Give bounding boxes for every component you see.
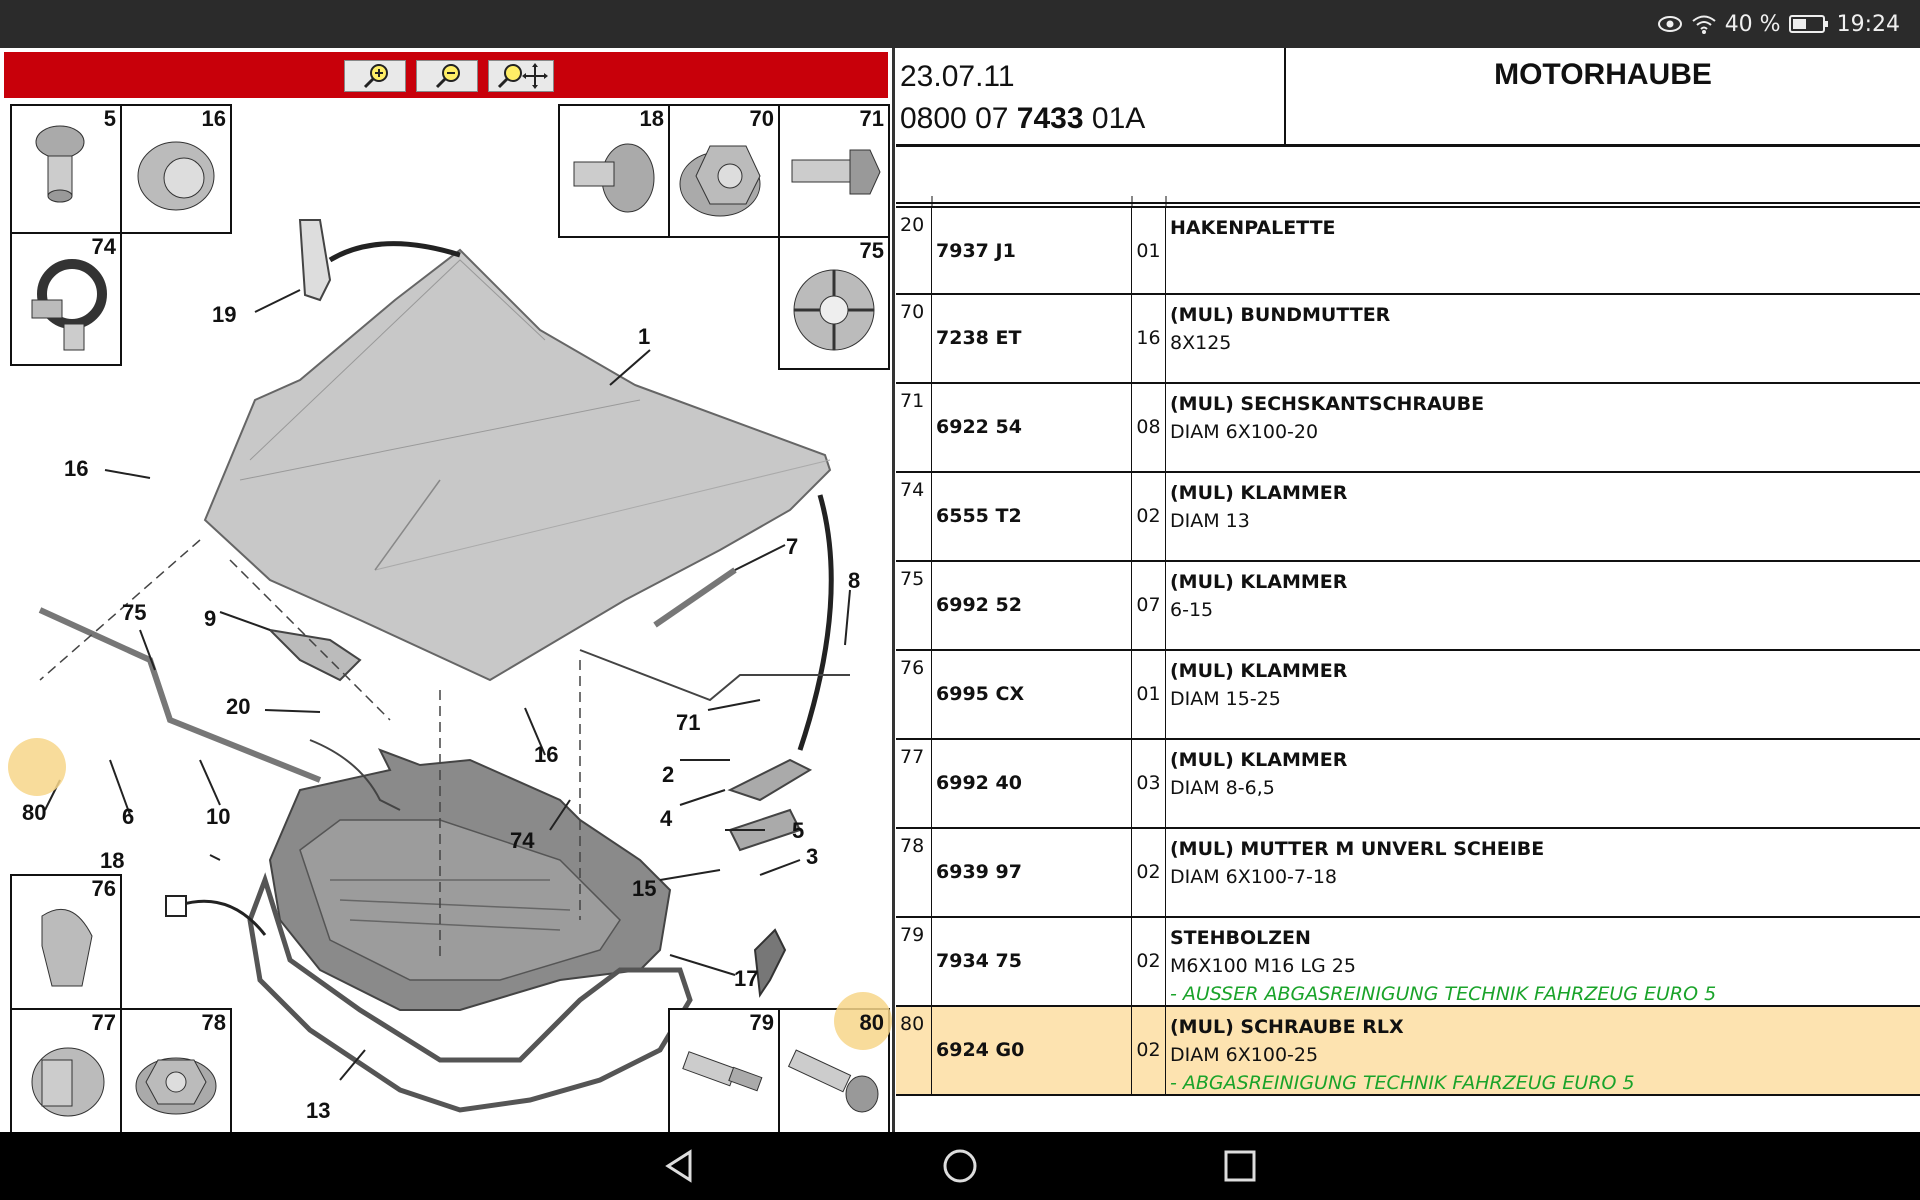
callout-label[interactable]: 19 (212, 302, 237, 327)
inset-5 (10, 104, 122, 234)
table-row[interactable] (896, 918, 1920, 1007)
callout-label[interactable]: 13 (306, 1098, 331, 1123)
quantity-cell: 03 (1132, 740, 1166, 827)
callout-label[interactable]: 6 (122, 804, 135, 829)
inset-16 (120, 104, 232, 234)
position-cell: 70 (896, 295, 932, 382)
part-description: HAKENPALETTE (1170, 217, 1336, 239)
part-detail: DIAM 6X100-7-18 (1170, 866, 1338, 888)
part-description: (MUL) SECHSKANTSCHRAUBE (1170, 393, 1485, 415)
inset-79 (668, 1008, 780, 1132)
reference-cell: 6992 52 (932, 562, 1132, 649)
part-detail: DIAM 6X100-20 (1170, 421, 1319, 443)
part-note: - AUSSER ABGASREINIGUNG TECHNIK FAHRZEUG EURO 5 (1170, 983, 1717, 1005)
callout-label[interactable]: 75 (122, 600, 147, 625)
reference-cell: 6992 40 (932, 740, 1132, 827)
position-cell: 20 (896, 208, 932, 293)
page-title: MOTORHAUBE (1494, 58, 1712, 91)
inset-number: 74 (91, 234, 116, 259)
callout-label[interactable]: 80 (22, 800, 47, 825)
inset-number: 77 (91, 1010, 116, 1035)
reference-cell: 6924 G0 (932, 1007, 1132, 1094)
part-description: STEHBOLZEN (1170, 927, 1311, 949)
part-description: (MUL) KLAMMER (1170, 660, 1348, 682)
column-separators (896, 196, 1920, 206)
position-cell: 74 (896, 473, 932, 560)
recents-icon[interactable] (1220, 1146, 1260, 1186)
description-cell (1166, 651, 1920, 738)
table-row[interactable] (896, 384, 1920, 473)
inset-number: 80 (859, 1010, 884, 1035)
description-cell (1166, 740, 1920, 827)
header-meta (900, 56, 1280, 140)
inset-76 (10, 874, 122, 1010)
description-cell (1166, 918, 1920, 1005)
part-detail: DIAM 15-25 (1170, 688, 1281, 710)
position-cell: 71 (896, 384, 932, 471)
selection-highlight (8, 738, 66, 796)
callout-label[interactable]: 16 (534, 742, 559, 767)
callout-label[interactable]: 1 (638, 324, 651, 349)
status-icons (1657, 0, 1900, 48)
inset-number: 75 (859, 238, 884, 263)
callout-label[interactable]: 5 (792, 818, 805, 843)
callout-label[interactable]: 17 (734, 966, 759, 991)
callout-label[interactable]: 15 (632, 876, 657, 901)
latch-9 (270, 630, 360, 680)
inset-number: 5 (103, 106, 116, 131)
zoom-in-button[interactable] (344, 60, 406, 92)
inset-number: 78 (201, 1010, 226, 1035)
quantity-cell: 02 (1132, 918, 1166, 1005)
table-row[interactable] (896, 473, 1920, 562)
part-detail: M6X100 M16 LG 25 (1170, 955, 1356, 977)
inset-77 (10, 1008, 122, 1132)
position-cell: 76 (896, 651, 932, 738)
reference-cell: 7937 J1 (932, 208, 1132, 293)
quantity-cell: 01 (1132, 651, 1166, 738)
table-row[interactable] (896, 562, 1920, 651)
reference-cell: 6995 CX (932, 651, 1132, 738)
status-bar (0, 0, 1920, 48)
zoom-out-button[interactable] (416, 60, 478, 92)
part-description: (MUL) BUNDMUTTER (1170, 304, 1391, 326)
description-cell (1166, 208, 1920, 293)
diagram-toolbar (4, 52, 888, 98)
inset-80 (778, 1008, 890, 1132)
quantity-cell: 08 (1132, 384, 1166, 471)
part-description: (MUL) MUTTER M UNVERL SCHEIBE (1170, 838, 1545, 860)
eye-icon (1657, 14, 1683, 34)
inset-75 (778, 236, 890, 370)
parts-list-panel (896, 48, 1920, 1132)
callout-label[interactable]: 18 (100, 848, 125, 873)
part-detail: DIAM 6X100-25 (1170, 1044, 1319, 1066)
part-description: (MUL) KLAMMER (1170, 749, 1348, 771)
latch-3 (755, 930, 785, 995)
catalog-code: 0800 07 7433 01A (900, 102, 1146, 135)
inset-74 (10, 232, 122, 366)
inset-number: 18 (639, 106, 664, 131)
inset-number: 76 (91, 876, 116, 901)
zoom-pan-button[interactable] (488, 60, 554, 92)
part-detail: 8X125 (1170, 332, 1232, 354)
description-cell (1166, 1007, 1920, 1094)
position-cell: 77 (896, 740, 932, 827)
position-cell: 80 (896, 1007, 932, 1094)
quantity-cell: 01 (1132, 208, 1166, 293)
description-cell (1166, 829, 1920, 916)
callout-label[interactable]: 7 (786, 534, 799, 559)
parts-diagram-panel (0, 48, 895, 1132)
wifi-icon (1691, 13, 1717, 35)
description-cell (1166, 384, 1920, 471)
quantity-cell: 16 (1132, 295, 1166, 382)
table-row[interactable] (896, 295, 1920, 384)
description-cell (1166, 562, 1920, 649)
part-detail: DIAM 13 (1170, 510, 1250, 532)
zoom-pan-icon (491, 61, 551, 91)
inset-number: 79 (749, 1010, 774, 1035)
inset-number: 70 (749, 106, 774, 131)
part-description: (MUL) SCHRAUBE RLX (1170, 1016, 1404, 1038)
parts-table (896, 206, 1920, 1096)
callout-label[interactable]: 20 (226, 694, 251, 719)
position-cell: 75 (896, 562, 932, 649)
callout-label[interactable]: 3 (806, 844, 819, 869)
position-cell: 78 (896, 829, 932, 916)
quantity-cell: 02 (1132, 1007, 1166, 1094)
part-note: - ABGASREINIGUNG TECHNIK FAHRZEUG EURO 5 (1170, 1072, 1635, 1094)
table-row[interactable] (896, 651, 1920, 740)
callout-label[interactable]: 16 (64, 456, 89, 481)
table-row[interactable] (896, 208, 1920, 295)
catalog-date: 23.07.11 (900, 60, 1015, 93)
callout-label[interactable]: 71 (676, 710, 701, 735)
inset-number: 71 (859, 106, 884, 131)
table-row[interactable] (896, 1007, 1920, 1096)
inset-18 (558, 104, 670, 238)
quantity-cell: 07 (1132, 562, 1166, 649)
zoom-in-icon (355, 61, 395, 91)
reference-cell: 7934 75 (932, 918, 1132, 1005)
description-cell (1166, 473, 1920, 560)
catalog-header (896, 48, 1920, 147)
inset-78 (120, 1008, 232, 1132)
catch-2 (730, 760, 810, 800)
callout-label[interactable]: 8 (848, 568, 861, 593)
clock: 19:24 (1836, 11, 1900, 37)
quantity-cell: 02 (1132, 473, 1166, 560)
callout-label[interactable]: 2 (662, 762, 675, 787)
callout-label[interactable]: 9 (204, 606, 217, 631)
inset-70 (668, 104, 780, 238)
callout-label[interactable]: 10 (206, 804, 231, 829)
callout-label[interactable]: 4 (660, 806, 673, 831)
back-icon[interactable] (660, 1146, 700, 1186)
battery-percent: 40 % (1724, 11, 1781, 37)
navigation-bar (0, 1132, 1920, 1200)
part-detail: DIAM 8-6,5 (1170, 777, 1275, 799)
reference-cell: 6922 54 (932, 384, 1132, 471)
table-row[interactable] (896, 829, 1920, 918)
inset-number: 16 (201, 106, 226, 131)
part-description: (MUL) KLAMMER (1170, 482, 1348, 504)
stay-rod (800, 495, 831, 750)
reference-cell: 7238 ET (932, 295, 1132, 382)
reference-cell: 6939 97 (932, 829, 1132, 916)
table-row[interactable] (896, 740, 1920, 829)
zoom-out-icon (427, 61, 467, 91)
position-cell: 79 (896, 918, 932, 1005)
home-icon[interactable] (940, 1146, 980, 1186)
battery-icon (1789, 14, 1829, 34)
part-description: (MUL) KLAMMER (1170, 571, 1348, 593)
part-detail: 6-15 (1170, 599, 1214, 621)
description-cell (1166, 295, 1920, 382)
inset-71 (778, 104, 890, 238)
callout-label[interactable]: 74 (510, 828, 535, 853)
quantity-cell: 02 (1132, 829, 1166, 916)
reference-cell: 6555 T2 (932, 473, 1132, 560)
